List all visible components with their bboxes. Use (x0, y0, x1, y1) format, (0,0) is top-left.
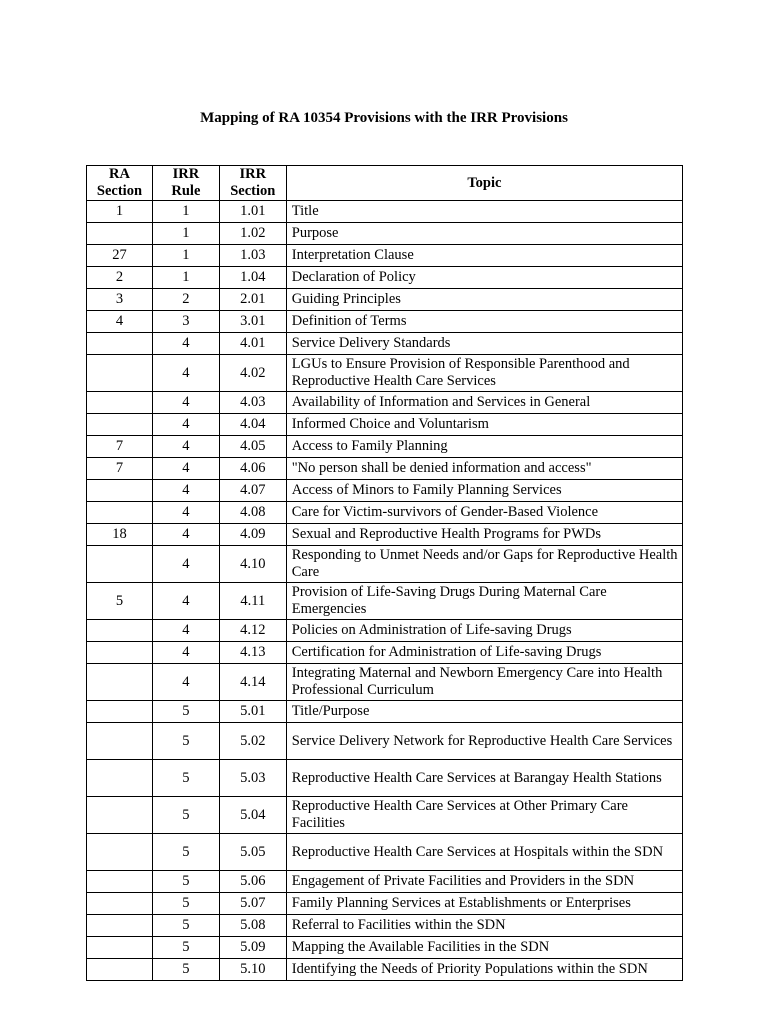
topic-cell: Service Delivery Network for Reproductive Health Care Services (286, 723, 682, 760)
irr-section-cell: 4.08 (219, 502, 286, 524)
header-sec-line2: Section (230, 183, 276, 199)
topic-cell: Identifying the Needs of Priority Populations within the SDN (286, 959, 682, 981)
irr-rule-cell: 4 (152, 664, 219, 701)
table-row (87, 458, 683, 480)
irr-rule-cell: 4 (152, 502, 219, 524)
topic-cell: Access of Minors to Family Planning Services (286, 480, 682, 502)
ra-section-cell (87, 223, 153, 245)
irr-section-cell: 2.01 (219, 289, 286, 311)
ra-section-cell (87, 797, 153, 834)
table-row (87, 289, 683, 311)
irr-rule-cell: 4 (152, 392, 219, 414)
table-row (87, 546, 683, 583)
irr-section-cell: 1.04 (219, 267, 286, 289)
irr-section-cell: 5.10 (219, 959, 286, 981)
irr-rule-cell: 4 (152, 583, 219, 620)
irr-rule-cell: 4 (152, 524, 219, 546)
irr-rule-cell: 4 (152, 546, 219, 583)
irr-section-cell: 5.01 (219, 701, 286, 723)
ra-section-cell: 4 (87, 311, 153, 333)
table-row (87, 355, 683, 392)
irr-rule-cell: 4 (152, 642, 219, 664)
topic-cell: Availability of Information and Services in General (286, 392, 682, 414)
irr-rule-cell: 1 (152, 267, 219, 289)
ra-section-cell (87, 414, 153, 436)
irr-rule-cell: 4 (152, 414, 219, 436)
topic-cell: Interpretation Clause (286, 245, 682, 267)
topic-cell: Care for Victim-survivors of Gender-Based Violence (286, 502, 682, 524)
topic-cell: "No person shall be denied information and access" (286, 458, 682, 480)
table-row (87, 583, 683, 620)
irr-section-cell: 5.08 (219, 915, 286, 937)
irr-rule-cell: 4 (152, 620, 219, 642)
irr-section-cell: 5.03 (219, 760, 286, 797)
irr-section-cell: 5.04 (219, 797, 286, 834)
irr-section-cell: 4.03 (219, 392, 286, 414)
irr-section-cell: 4.04 (219, 414, 286, 436)
irr-rule-cell: 4 (152, 458, 219, 480)
table-row (87, 201, 683, 223)
table-row (87, 436, 683, 458)
table-row (87, 223, 683, 245)
irr-rule-cell: 5 (152, 871, 219, 893)
header-rule-line1: IRR (172, 166, 200, 182)
ra-section-cell: 27 (87, 245, 153, 267)
table-row (87, 245, 683, 267)
mapping-table (86, 165, 683, 981)
irr-section-cell: 4.12 (219, 620, 286, 642)
ra-section-cell: 18 (87, 524, 153, 546)
irr-rule-cell: 3 (152, 311, 219, 333)
irr-section-cell: 5.02 (219, 723, 286, 760)
irr-section-cell: 3.01 (219, 311, 286, 333)
topic-cell: Service Delivery Standards (286, 333, 682, 355)
table-row (87, 620, 683, 642)
irr-section-cell: 4.13 (219, 642, 286, 664)
irr-section-cell: 4.09 (219, 524, 286, 546)
ra-section-cell: 7 (87, 436, 153, 458)
table-header-row (87, 166, 683, 201)
irr-section-cell: 4.11 (219, 583, 286, 620)
topic-cell: Integrating Maternal and Newborn Emergency Care into Health Professional Curriculum (286, 664, 682, 701)
irr-rule-cell: 1 (152, 223, 219, 245)
table-row (87, 915, 683, 937)
topic-cell: Definition of Terms (286, 311, 682, 333)
topic-cell: Informed Choice and Voluntarism (286, 414, 682, 436)
irr-section-cell: 1.02 (219, 223, 286, 245)
header-sec-line1: IRR (239, 166, 267, 182)
irr-section-cell: 4.06 (219, 458, 286, 480)
header-topic: Topic (286, 166, 682, 201)
irr-rule-cell: 4 (152, 436, 219, 458)
ra-section-cell (87, 664, 153, 701)
ra-section-cell: 2 (87, 267, 153, 289)
table-row (87, 834, 683, 871)
irr-section-cell: 1.03 (219, 245, 286, 267)
ra-section-cell (87, 355, 153, 392)
irr-rule-cell: 5 (152, 797, 219, 834)
table-row (87, 333, 683, 355)
topic-cell: Title/Purpose (286, 701, 682, 723)
topic-cell: Provision of Life-Saving Drugs During Maternal Care Emergencies (286, 583, 682, 620)
topic-cell: Referral to Facilities within the SDN (286, 915, 682, 937)
header-rule-line2: Rule (171, 183, 201, 199)
topic-cell: Policies on Administration of Life-saving Drugs (286, 620, 682, 642)
table-row (87, 701, 683, 723)
table-row (87, 937, 683, 959)
topic-cell: Reproductive Health Care Services at Barangay Health Stations (286, 760, 682, 797)
ra-section-cell: 7 (87, 458, 153, 480)
topic-cell: Declaration of Policy (286, 267, 682, 289)
topic-cell: Sexual and Reproductive Health Programs for PWDs (286, 524, 682, 546)
header-ra-line1: RA (108, 166, 130, 182)
irr-rule-cell: 4 (152, 480, 219, 502)
irr-section-cell: 4.05 (219, 436, 286, 458)
table-row (87, 414, 683, 436)
topic-cell: Reproductive Health Care Services at Hospitals within the SDN (286, 834, 682, 871)
table-body (87, 201, 683, 981)
topic-cell: Purpose (286, 223, 682, 245)
header-irr-section (219, 166, 286, 201)
irr-section-cell: 1.01 (219, 201, 286, 223)
ra-section-cell: 1 (87, 201, 153, 223)
table-row (87, 392, 683, 414)
ra-section-cell (87, 620, 153, 642)
irr-section-cell: 5.09 (219, 937, 286, 959)
topic-cell: LGUs to Ensure Provision of Responsible Parenthood and Reproductive Health Care Services (286, 355, 682, 392)
table-row (87, 502, 683, 524)
ra-section-cell (87, 723, 153, 760)
irr-rule-cell: 1 (152, 201, 219, 223)
topic-cell: Guiding Principles (286, 289, 682, 311)
topic-cell: Certification for Administration of Life-saving Drugs (286, 642, 682, 664)
irr-rule-cell: 1 (152, 245, 219, 267)
ra-section-cell (87, 502, 153, 524)
ra-section-cell (87, 915, 153, 937)
ra-section-cell (87, 546, 153, 583)
ra-section-cell (87, 871, 153, 893)
irr-rule-cell: 5 (152, 937, 219, 959)
ra-section-cell (87, 480, 153, 502)
ra-section-cell (87, 642, 153, 664)
table-row (87, 524, 683, 546)
irr-section-cell: 4.01 (219, 333, 286, 355)
irr-rule-cell: 5 (152, 701, 219, 723)
irr-section-cell: 5.05 (219, 834, 286, 871)
table-row (87, 480, 683, 502)
irr-rule-cell: 5 (152, 834, 219, 871)
ra-section-cell (87, 392, 153, 414)
table-row (87, 723, 683, 760)
topic-cell: Mapping the Available Facilities in the SDN (286, 937, 682, 959)
irr-section-cell: 4.10 (219, 546, 286, 583)
topic-cell: Engagement of Private Facilities and Providers in the SDN (286, 871, 682, 893)
table-row (87, 760, 683, 797)
irr-section-cell: 5.06 (219, 871, 286, 893)
table-row (87, 664, 683, 701)
irr-rule-cell: 5 (152, 915, 219, 937)
irr-rule-cell: 4 (152, 355, 219, 392)
table-row (87, 311, 683, 333)
header-ra-section (87, 166, 153, 201)
irr-rule-cell: 5 (152, 760, 219, 797)
ra-section-cell (87, 834, 153, 871)
header-irr-rule (152, 166, 219, 201)
ra-section-cell: 3 (87, 289, 153, 311)
irr-section-cell: 5.07 (219, 893, 286, 915)
irr-section-cell: 4.07 (219, 480, 286, 502)
table-row (87, 893, 683, 915)
table-row (87, 871, 683, 893)
table-row (87, 797, 683, 834)
table-row (87, 267, 683, 289)
ra-section-cell (87, 760, 153, 797)
topic-cell: Title (286, 201, 682, 223)
table-row (87, 642, 683, 664)
irr-rule-cell: 2 (152, 289, 219, 311)
ra-section-cell (87, 959, 153, 981)
ra-section-cell (87, 937, 153, 959)
irr-rule-cell: 4 (152, 333, 219, 355)
header-ra-line2: Section (96, 183, 143, 199)
irr-rule-cell: 5 (152, 959, 219, 981)
ra-section-cell (87, 333, 153, 355)
topic-cell: Reproductive Health Care Services at Other Primary Care Facilities (286, 797, 682, 834)
ra-section-cell (87, 701, 153, 723)
irr-section-cell: 4.02 (219, 355, 286, 392)
topic-cell: Responding to Unmet Needs and/or Gaps for Reproductive Health Care (286, 546, 682, 583)
topic-cell: Family Planning Services at Establishments or Enterprises (286, 893, 682, 915)
irr-rule-cell: 5 (152, 723, 219, 760)
irr-rule-cell: 5 (152, 893, 219, 915)
topic-cell: Access to Family Planning (286, 436, 682, 458)
table-row (87, 959, 683, 981)
document-title: Mapping of RA 10354 Provisions with the IRR Provisions (200, 110, 568, 126)
ra-section-cell: 5 (87, 583, 153, 620)
irr-section-cell: 4.14 (219, 664, 286, 701)
ra-section-cell (87, 893, 153, 915)
